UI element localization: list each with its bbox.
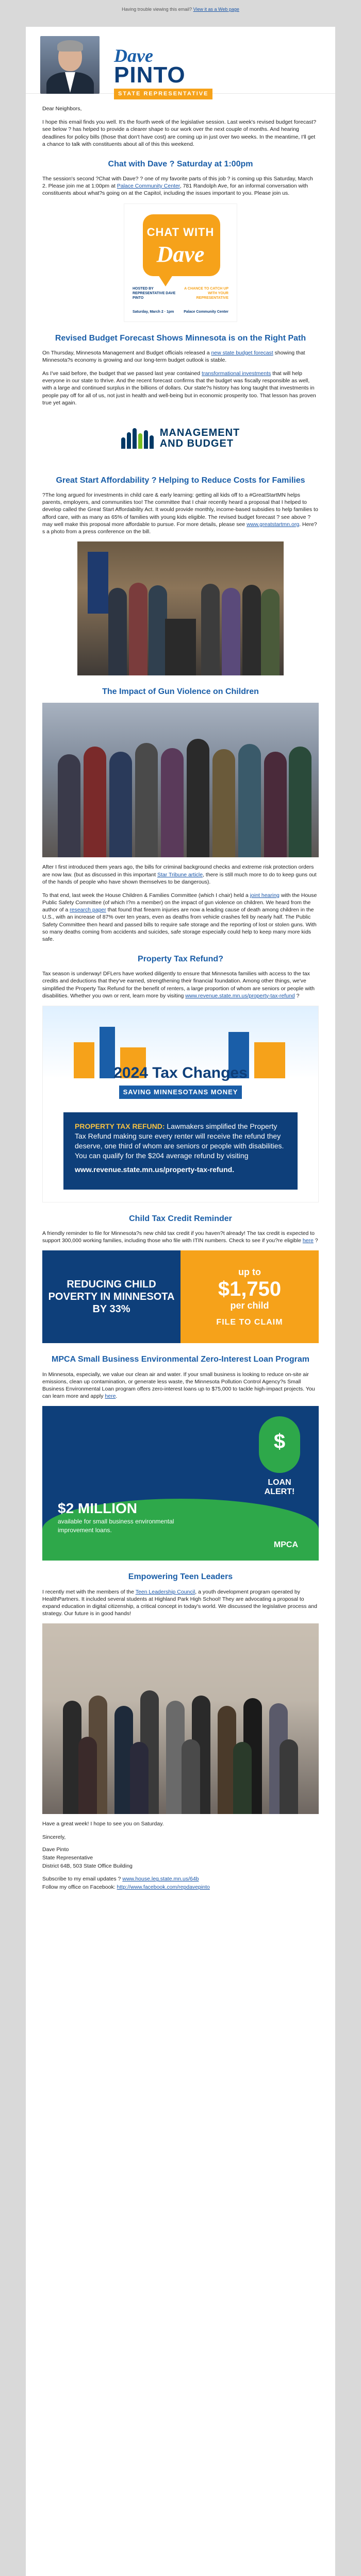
joint-hearing-link[interactable]: joint hearing [250,892,280,899]
violence-paragraph-1: After I first introduced them years ago, the bills for criminal background checks and extreme risk protection orders are now law. (but as discussed in this important Star Tribune article, there is still much more to do to keep guns out of the hands of people who have shown themselves to be dangerous). [42,864,317,885]
childcare-paragraph: ?The long argued for investments in child care & early learning: getting all kids off to a #GreatStartMN helps parents, employers, and communities too! The committee that I chair recently heard a proposal that I helped to develop called the Great Start Affordability Act. It would provide monthly, income-based subsidies to help families to afford care, with as many as 65% of families with young kids eligible. The revised budget forecast ? see above ? may well make this proposal more affordable to pursue. For more details, please see www.greatstartmn.org. Here?s a photo from a press conference on the bill. [42,492,318,535]
greeting: Dear Neighbors, [42,106,82,112]
violence-heading: The Impact of Gun Violence on Children [102,687,259,697]
closing-line: Have a great week! I hope to see you on Saturday. [42,1821,164,1827]
greatstart-link[interactable]: www.greatstartmn.org [247,521,300,528]
top-bar-text: Having trouble viewing this email? View it as a Web page [122,7,239,12]
palace-link[interactable]: Palace Community Center [117,183,180,190]
dollar-icon [259,1416,300,1473]
budget-heading: Revised Budget Forecast Shows Minnesota is on the Right Path [55,333,306,343]
budget-forecast-link[interactable]: new state budget forecast [211,349,273,356]
brand-block [114,36,212,97]
mpca-here-link[interactable]: here [105,1393,116,1400]
top-bar [0,0,361,27]
teen-leaders-photo [42,1623,319,1814]
brand-last-name: PINTO [114,62,186,88]
investments-link[interactable]: transformational investments [202,370,271,377]
portrait-photo [40,36,100,94]
header-banner [26,27,335,97]
ctc-here-link[interactable]: here [302,1238,314,1244]
childcare-heading: Great Start Affordability ? Helping to Reduce Costs for Families [56,476,305,485]
budget-paragraph-2: As I've said before, the budget that we passed last year contained transformational investments that will help everyone in our state to thrive. And the recent forecast confirms that the budget was fiscally responsible as well, with a large and continued surplus in the billions of dollars. Our state?s history has long taught that investments in people pay off for all of us, not just in health and well-being but in economic prosperity too. That lesson has proven true yet again. [42,370,316,406]
brand-first-name: Dave [114,45,153,66]
property-refund-link[interactable]: www.revenue.state.mn.us/property-tax-refund [185,992,295,999]
contact-links: Subscribe to my email updates ? www.house.leg.state.mn.us/64b Follow my office on Facebook: http://www.facebook.com/repdavepinto [42,1876,210,1891]
chat-paragraph: The session's second ?Chat with Dave? ? one of my favorite parts of this job ? is coming up this Saturday, March 2. Please join me at 1:00pm at Palace Community Center, 781 Randolph Ave, for an informal conversation with constituents about what?s going on at the Capitol, including the issues important to you. Please join us. [42,176,313,197]
signature: Sincerely, Dave Pinto State Representative District 64B, 503 State Office Building [42,1834,133,1869]
chat-with-dave-graphic: CHAT WITH Dave HOSTED BY REPRESENTATIVE DAVE PINTO A CHANCE TO CATCH UP WITH YOUR REPRESENTATIVE Saturday, March 2 · 1pm Palace Community Center [124,204,237,322]
mpca-heading: MPCA Small Business Environmental Zero-Interest Loan Program [52,1355,309,1364]
mmb-logo: MANAGEMENT AND BUDGET [42,413,319,464]
property-paragraph: Tax season is underway! DFLers have worked diligently to ensure that Minnesota families with access to the tax credits and deductions that they've earned, strengthening their financial foundation. Among other things, we've simplified the Property Tax Refund for the benefit of renters, a large proportion of whom are seniors or people with disabilities. Whether you own or rent, learn more by visiting www.revenue.state.mn.us/property-tax-refund ? [42,971,315,999]
facebook-link[interactable]: http://www.facebook.com/repdavepinto [117,1884,210,1891]
content [26,94,335,1892]
intro-paragraph: I hope this email finds you well. It's the fourth week of the legislative session. Last week's revised budget forecast? see below ? has helped to provide a clearer shape to our work over the next couple of months. And hearing deadlines for policy bills (those that don't have cost) are coming up in just over two weeks. In the meantime, I'll get a chance to talk with constituents about all of this this weekend. [42,119,317,147]
subscribe-link[interactable]: www.house.leg.state.mn.us/64b [122,1876,199,1883]
ctc-heading: Child Tax Credit Reminder [129,1214,232,1223]
email-body [26,27,335,2576]
property-heading: Property Tax Refund? [138,955,223,964]
gun-violence-photo [42,703,319,857]
ctc-paragraph: A friendly reminder to file for Minnesota?s new child tax credit if you haven?t already! The tax credit is expected to support 300,000 working families, including those who file with ITIN numbers. Check to see if you?re eligible here ? [42,1230,318,1244]
startribune-link[interactable]: Star Tribune article [157,871,203,878]
tax-changes-graphic: 2024 Tax Changes SAVING MINNESOTANS MONEY PROPERTY TAX REFUND: Lawmakers simplified the Property Tax Refund making sure every renter will receive the refund they deserve, one third of whom are seniors or people with disabilities. You can qualify for the $204 average refund by visiting www.revenue.state.mn.us/property-tax-refund. [42,1006,319,1202]
teens-heading: Empowering Teen Leaders [128,1572,233,1582]
research-paper-link[interactable]: research paper [70,907,106,913]
mpca-paragraph: In Minnesota, especially, we value our clean air and water. If your small business is looking to reduce on-site air emissions, clean up contamination, or generate less waste, the Minnesota Pollution Control Agency?s Small Business Environmental Loan program offers zero-interest loans up to $75,000 to tackle high-impact projects. You can learn more and apply here. [42,1371,315,1400]
violence-paragraph-2: To that end, last week the House Children & Families Committee (which I chair) held a joint hearing with the House Public Safety Committee (of which I?m a member) on the impact of gun violence on children. We heard from the author of a research paper that found that firearm injuries are now a leading cause of death among children in the U.S., with an increase of 87% over ten years, even as deaths from vehicle crashes fell by nearly half. The Public Safety Committee then heard and passed bills to require safe storage and the reporting of lost or stolen guns. With so many deaths coming from accidents and suicides, safe storage especially could help to keep many more kids safe. [42,892,317,942]
teens-paragraph: I recently met with the members of the Teen Leadership Council, a youth development program operated by HealthPartners. It included several students at Highland Park High School! They are advocating a proposal to expand education in digital citizenship, a critical concept in today's world. We discussed the legislative process and strategy. Our future is in good hands! [42,1588,317,1617]
mpca-loan-graphic: $ LOAN ALERT! $2 MILLION available for small business environmental improvement loans. MPCA [42,1406,319,1561]
chat-heading: Chat with Dave ? Saturday at 1:00pm [108,159,253,168]
teen-council-link[interactable]: Teen Leadership Council [135,1588,195,1595]
press-conference-photo [77,541,284,675]
child-tax-credit-graphic: REDUCING CHILD POVERTY IN MINNESOTA BY 33% up to $1,750 per child FILE TO CLAIM [42,1250,319,1343]
web-view-link[interactable]: View it as a Web page [193,7,239,12]
mmb-logo-icon [121,428,154,449]
brand-role: STATE REPRESENTATIVE [114,89,212,99]
budget-paragraph-1: On Thursday, Minnesota Management and Budget officials released a new state budget forecast showing that Minnesota?s economy is growing and our long-term budget outlook is stable. [42,349,305,363]
